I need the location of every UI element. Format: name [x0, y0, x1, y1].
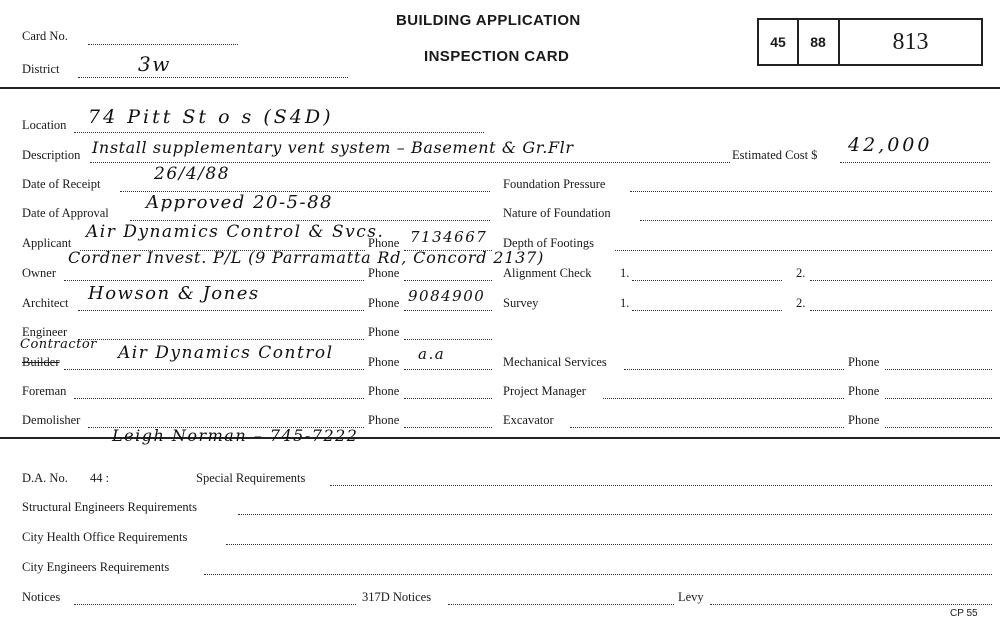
builder-line[interactable] [64, 369, 364, 370]
header-divider [0, 87, 1000, 89]
architect-line[interactable] [78, 310, 364, 311]
survey-label: Survey [503, 296, 539, 310]
card-number: 813 [892, 28, 929, 55]
builder-phone-value: a.a [418, 345, 446, 363]
description-value: Install supplementary vent system – Basement & Gr.Flr [92, 138, 574, 157]
location-label: Location [22, 118, 67, 132]
alignment-check-label: Alignment Check [503, 266, 592, 280]
levy-label: Levy [678, 590, 704, 604]
da-no-label: D.A. No. [22, 471, 68, 485]
owner-phone-line[interactable] [404, 280, 492, 281]
city-engineers-requirements-line[interactable] [204, 574, 992, 575]
applicant-value: Air Dynamics Control & Svcs. [86, 222, 385, 242]
special-requirements-label: Special Requirements [196, 471, 306, 485]
card-code-box [757, 18, 983, 66]
demolisher-phone-label: Phone [368, 413, 400, 427]
contractor-annotation: Contractor [20, 337, 97, 352]
survey-1-label: 1. [620, 296, 630, 310]
excavator-label: Excavator [503, 413, 554, 427]
alignment-check-2-line[interactable] [810, 280, 992, 281]
description-line[interactable] [90, 162, 730, 163]
builder-phone-label: Phone [368, 355, 400, 369]
depth-of-footings-label: Depth of Footings [503, 236, 594, 250]
date-of-approval-value: Approved 20-5-88 [146, 192, 333, 213]
excavator-phone-line[interactable] [885, 427, 992, 428]
description-label: Description [22, 148, 81, 162]
engineer-label: Engineer [22, 325, 68, 339]
code-a: 45 [770, 34, 786, 50]
district-line[interactable] [78, 77, 348, 78]
excavator-line[interactable] [570, 427, 844, 428]
owner-phone-label: Phone [368, 266, 400, 280]
estimated-cost-line[interactable] [840, 162, 990, 163]
owner-label: Owner [22, 266, 57, 280]
foreman-label: Foreman [22, 384, 67, 398]
title-line-2: INSPECTION CARD [424, 48, 570, 65]
applicant-phone-label: Phone [368, 236, 400, 250]
architect-phone-line[interactable] [404, 310, 492, 311]
structural-requirements-label: Structural Engineers Requirements [22, 500, 197, 514]
architect-phone-label: Phone [368, 296, 400, 310]
project-manager-label: Project Manager [503, 384, 586, 398]
foreman-phone-line[interactable] [404, 398, 492, 399]
notices-line[interactable] [74, 604, 356, 605]
foreman-line[interactable] [74, 398, 364, 399]
builder-label: Builder [22, 355, 60, 369]
health-requirements-line[interactable] [226, 544, 992, 545]
mechanical-services-phone-label: Phone [848, 355, 880, 369]
date-of-approval-label: Date of Approval [22, 206, 109, 220]
engineer-line[interactable] [78, 339, 364, 340]
builder-phone-line[interactable] [404, 369, 492, 370]
demolisher-phone-line[interactable] [404, 427, 492, 428]
project-manager-phone-line[interactable] [885, 398, 992, 399]
mechanical-services-phone-line[interactable] [885, 369, 992, 370]
district-label: District [22, 62, 60, 76]
foundation-pressure-label: Foundation Pressure [503, 177, 606, 191]
city-engineers-requirements-label: City Engineers Requirements [22, 560, 170, 574]
owner-line[interactable] [64, 280, 364, 281]
project-manager-line[interactable] [603, 398, 844, 399]
survey-2-line[interactable] [810, 310, 992, 311]
date-of-receipt-label: Date of Receipt [22, 177, 101, 191]
engineer-phone-line[interactable] [404, 339, 492, 340]
district-value: 3w [138, 52, 171, 76]
architect-label: Architect [22, 296, 69, 310]
applicant-label: Applicant [22, 236, 72, 250]
excavator-phone-label: Phone [848, 413, 880, 427]
health-requirements-label: City Health Office Requirements [22, 530, 188, 544]
architect-value: Howson & Jones [88, 283, 260, 304]
date-of-approval-line[interactable] [130, 220, 490, 221]
notices-label: Notices [22, 590, 61, 604]
special-requirements-line[interactable] [330, 485, 992, 486]
foreman-phone-label: Phone [368, 384, 400, 398]
card-no-line[interactable] [88, 44, 238, 45]
nature-of-foundation-label: Nature of Foundation [503, 206, 611, 220]
code-b: 88 [810, 34, 826, 50]
location-line[interactable] [74, 132, 484, 133]
engineer-phone-label: Phone [368, 325, 400, 339]
alignment-check-2-label: 2. [796, 266, 806, 280]
survey-1-line[interactable] [632, 310, 782, 311]
structural-requirements-line[interactable] [238, 514, 992, 515]
demolisher-label: Demolisher [22, 413, 81, 427]
estimated-cost-value: 42,000 [848, 134, 933, 156]
alignment-check-1-label: 1. [620, 266, 630, 280]
applicant-phone-value: 7134667 [410, 228, 488, 246]
title-line-1: BUILDING APPLICATION [396, 12, 581, 29]
builder-value: Air Dynamics Control [118, 343, 334, 363]
depth-of-footings-line[interactable] [615, 250, 992, 251]
project-manager-phone-label: Phone [848, 384, 880, 398]
nature-of-foundation-line[interactable] [640, 220, 992, 221]
notices-317d-line[interactable] [448, 604, 674, 605]
da-no-value: 44 : [90, 471, 110, 485]
foundation-pressure-line[interactable] [630, 191, 992, 192]
mechanical-services-line[interactable] [624, 369, 844, 370]
notices-317d-label: 317D Notices [362, 590, 432, 604]
form-code: CP 55 [950, 608, 978, 619]
alignment-check-1-line[interactable] [632, 280, 782, 281]
survey-2-label: 2. [796, 296, 806, 310]
architect-phone-value: 9084900 [408, 287, 486, 305]
date-of-receipt-value: 26/4/88 [154, 164, 231, 184]
extra-contact-note: Leigh Norman – 745-7222 [112, 426, 359, 445]
estimated-cost-label: Estimated Cost $ [732, 148, 818, 162]
owner-value: Cordner Invest. P/L (9 Parramatta Rd, Concord 2137) [68, 248, 545, 267]
card-no-label: Card No. [22, 29, 68, 43]
location-value: 74 Pitt St o s (S4D) [88, 106, 334, 128]
levy-line[interactable] [710, 604, 992, 605]
mechanical-services-label: Mechanical Services [503, 355, 607, 369]
